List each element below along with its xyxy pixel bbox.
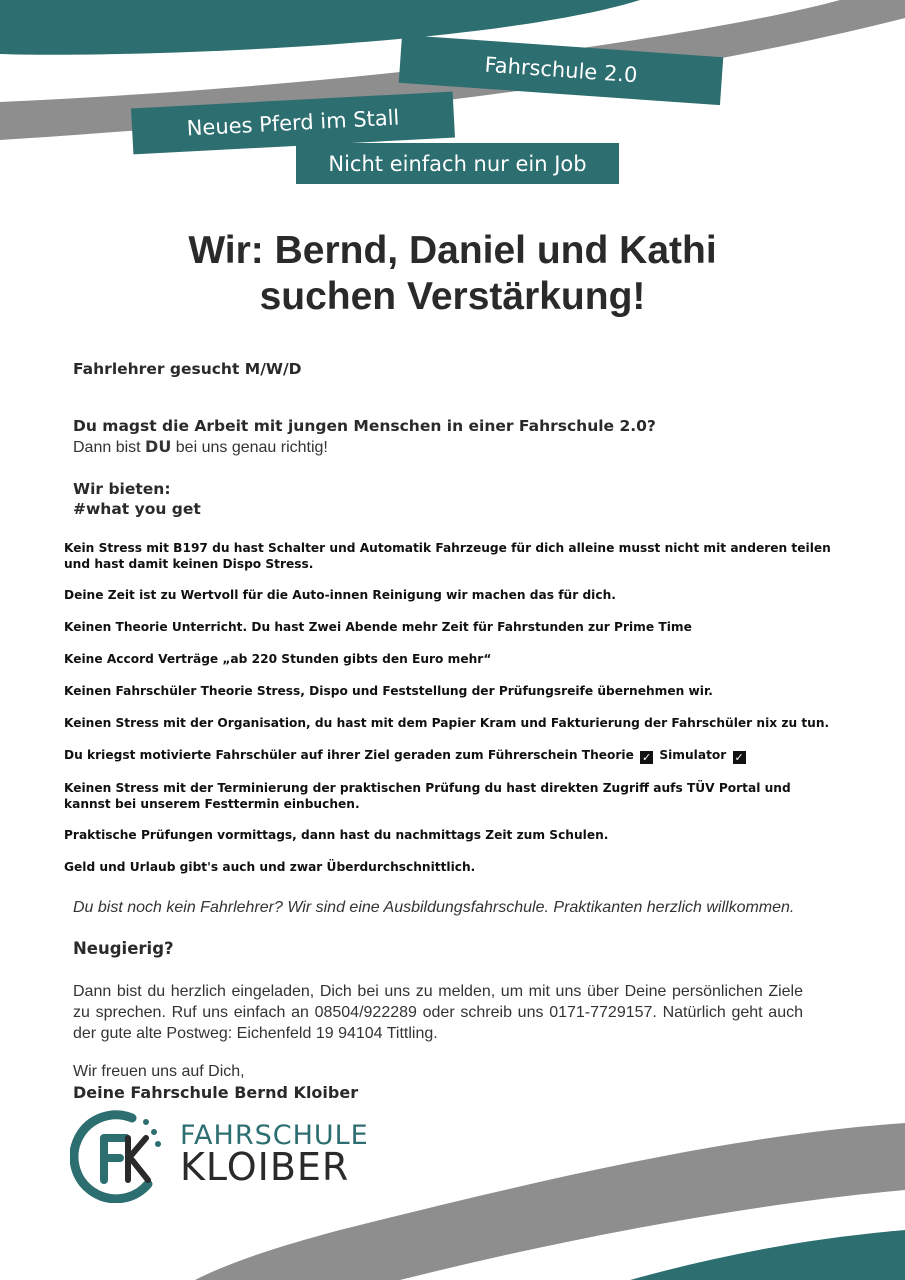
offer-title: Wir bieten: [73,480,171,498]
offer-item-motivated [64,747,834,764]
offer-item: Keine Accord Verträge „ab 220 Stunden gibts den Euro mehr“ [64,652,492,666]
checkmark-icon: ✓ [734,751,744,764]
answer-prefix: Dann bist [73,439,146,456]
motivated-text: Du kriegst motivierte Fahrschüler auf ihrer Ziel geraden zum Führerschein Theorie [64,748,634,762]
offer-item: Keinen Stress mit der Terminierung der praktischen Prüfung du hast direkten Zugriff aufs TÜV Portal und kannst bei unserem Festtermin einbuchen. [64,781,791,811]
checkmark-icon: ✓ [641,751,652,764]
offer-item: Kein Stress mit B197 du hast Schalter und Automatik Fahrzeuge für dich alleine musst nicht mit anderen teilen und hast damit keinen Dispo Stress. [64,541,831,571]
intern-note: Du bist noch kein Fahrlehrer? Wir sind eine Ausbildungsfahrschule. Praktikanten herzlich willkommen. [73,899,795,916]
banner-neues-pferd: Neues Pferd im Stall [131,92,455,155]
fk-monogram-icon [70,1108,165,1203]
answer-suffix: bei uns genau richtig! [171,439,328,456]
offer-hashtag: #what you get [73,500,201,518]
answer-emphasis: DU [145,437,172,456]
banner-fahrschule: Fahrschule 2.0 [399,35,724,105]
offer-item: Praktische Prüfungen vormittags, dann hast du nachmittags Zeit zum Schulen. [64,828,609,842]
offer-item: Keinen Theorie Unterricht. Du hast Zwei Abende mehr Zeit für Fahrstunden zur Prime Time [64,620,692,634]
offer-item: Keinen Stress mit der Organisation, du hast mit dem Papier Kram und Fakturierung der Fahrschüler nix zu tun. [64,716,830,730]
job-title: Fahrlehrer gesucht M/W/D [73,360,302,378]
logo-line-1: FAHRSCHULE [180,1120,369,1151]
logo-line-2: KLOIBER [180,1145,350,1189]
offer-item: Geld und Urlaub gibt's auch und zwar Überdurchschnittlich. [64,860,476,874]
signature-text: Deine Fahrschule Bernd Kloiber [73,1083,359,1102]
offer-item: Deine Zeit ist zu Wertvoll für die Auto-innen Reinigung wir machen das für dich. [64,588,616,602]
question-text: Du magst die Arbeit mit jungen Menschen in einer Fahrschule 2.0? [73,417,656,435]
contact-text: Dann bist du herzlich eingeladen, Dich bei uns zu melden, um mit uns über Deine persönlichen Ziele zu sprechen. Ruf uns einfach an 08504/922289 oder schreib uns 0171-7729157. Natürlich geht auch der gute alte Postweg: Eichenfeld 19 94104 Tittling. [73,983,803,1042]
banner-nicht-einfach: Nicht einfach nur ein Job [296,143,619,184]
answer-text [73,437,328,457]
curious-heading: Neugierig? [73,939,174,958]
headline [0,228,905,320]
simulator-text: Simulator [659,748,727,762]
headline-line-2: suchen Verstärkung! [259,275,646,318]
headline-line-1: Wir: Bernd, Daniel und Kathi [188,229,717,272]
closing-text: Wir freuen uns auf Dich, [73,1063,245,1080]
offer-item: Keinen Fahrschüler Theorie Stress, Dispo und Feststellung der Prüfungsreife übernehmen wir. [64,684,713,698]
